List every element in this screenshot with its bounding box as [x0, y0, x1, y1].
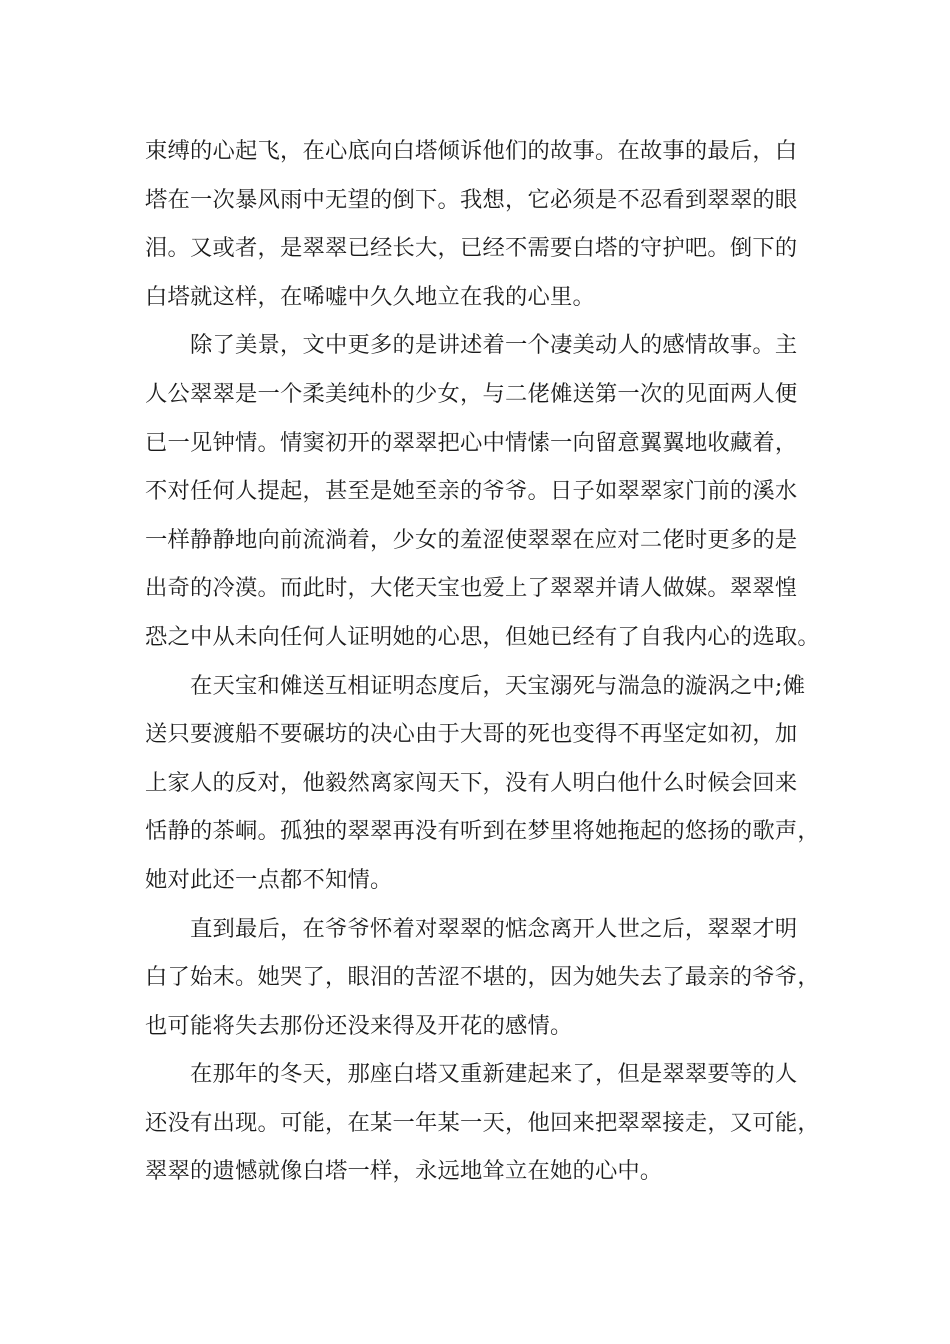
paragraph-1-line-1: 束缚的心起飞，在心底向白塔倾诉他们的故事。在故事的最后，白	[145, 138, 798, 164]
paragraph-3-line-2: 送只要渡船不要碾坊的决心由于大哥的死也变得不再坚定如初，加	[145, 721, 798, 748]
paragraph-1-line-4: 白塔就这样，在唏嘘中久久地立在我的心里。	[145, 283, 595, 310]
paragraph-2-line-5: 一样静静地向前流淌着，少女的羞涩使翠翠在应对二佬时更多的是	[145, 526, 798, 553]
paragraph-3-line-5: 她对此还一点都不知情。	[145, 866, 393, 893]
paragraph-3-line-3: 上家人的反对，他毅然离家闯天下，没有人明白他什么时候会回来	[145, 769, 798, 796]
document-body	[145, 127, 831, 1196]
paragraph-2-line-7: 恐之中从未向任何人证明她的心思，但她已经有了自我内心的选取。	[145, 623, 820, 650]
paragraph-1-line-2: 塔在一次暴风雨中无望的倒下。我想，它必须是不忍看到翠翠的眼	[145, 186, 798, 213]
paragraph-5-line-2: 还没有出现。可能，在某一年某一天，他回来把翠翠接走，又可能，	[145, 1109, 820, 1136]
paragraph-2-line-4: 不对任何人提起，甚至是她至亲的爷爷。日子如翠翠家门前的溪水	[145, 478, 798, 505]
paragraph-2-line-3: 已一见钟情。情窦初开的翠翠把心中情愫一向留意翼翼地收藏着，	[145, 429, 798, 456]
paragraph-3-line-4: 恬静的茶峒。孤独的翠翠再没有听到在梦里将她拖起的悠扬的歌声，	[145, 818, 820, 845]
paragraph-5-line-3: 翠翠的遗憾就像白塔一样，永远地耸立在她的心中。	[145, 1158, 663, 1185]
paragraph-4-line-3: 也可能将失去那份还没来得及开花的感情。	[145, 1012, 573, 1039]
paragraph-5-line-1: 在那年的冬天，那座白塔又重新建起来了，但是翠翠要等的人	[190, 1061, 798, 1088]
paragraph-2-line-2: 人公翠翠是一个柔美纯朴的少女，与二佬傩送第一次的见面两人便	[145, 380, 798, 407]
paragraph-4-line-1: 直到最后，在爷爷怀着对翠翠的惦念离开人世之后，翠翠才明	[190, 915, 798, 942]
paragraph-1-line-3: 泪。又或者，是翠翠已经长大，已经不需要白塔的守护吧。倒下的	[145, 235, 798, 262]
paragraph-2-line-1: 除了美景，文中更多的是讲述着一个凄美动人的感情故事。主	[190, 332, 798, 359]
paragraph-2-line-6: 出奇的冷漠。而此时，大佬天宝也爱上了翠翠并请人做媒。翠翠惶	[145, 575, 798, 602]
paragraph-4-line-2: 白了始末。她哭了，眼泪的苦涩不堪的，因为她失去了最亲的爷爷，	[145, 964, 820, 991]
paragraph-3-line-1: 在天宝和傩送互相证明态度后，天宝溺死与湍急的漩涡之中;傩	[190, 672, 806, 699]
